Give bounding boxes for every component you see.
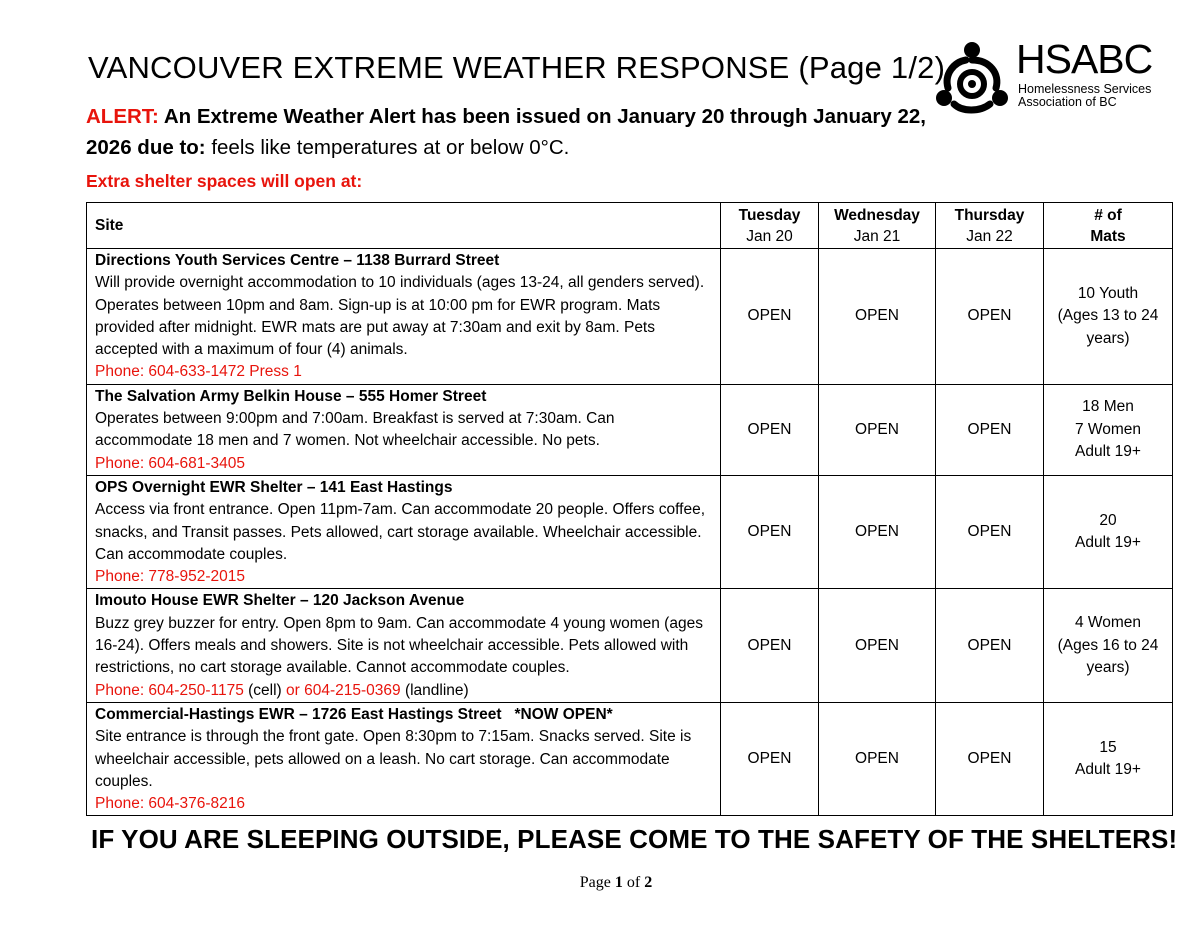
- site-phone: Phone: 604-376-8216: [95, 795, 245, 813]
- mats-cell: [1044, 589, 1173, 702]
- mats-line: Adult 19+: [1075, 761, 1141, 779]
- col-day-date: Jan 20: [746, 227, 793, 245]
- site-cell: [87, 384, 721, 475]
- phone-cell-number: Phone: 604-250-1175: [95, 681, 244, 699]
- site-phone: Phone: 778-952-2015: [95, 568, 245, 586]
- site-cell: [87, 249, 721, 385]
- logo-subtitle-line1: Homelessness Services: [1018, 82, 1152, 96]
- mats-line: 4 Women: [1074, 614, 1142, 632]
- col-day-name: Tuesday: [738, 206, 801, 224]
- site-phone: Phone: 604-681-3405: [95, 454, 245, 472]
- col-header-thursday: [936, 203, 1044, 249]
- page-current: 1: [614, 874, 623, 891]
- col-header-tuesday: [721, 203, 819, 249]
- status-tuesday: OPEN: [721, 475, 819, 588]
- col-mats-line2: Mats: [1090, 227, 1126, 245]
- page-number: [0, 874, 1200, 892]
- status-wednesday: OPEN: [819, 475, 936, 588]
- mats-line: 15: [1099, 738, 1117, 756]
- site-name: Imouto House EWR Shelter – 120 Jackson Avenue: [95, 592, 465, 610]
- status-wednesday: OPEN: [819, 589, 936, 702]
- status-thursday: OPEN: [936, 475, 1044, 588]
- status-tuesday: OPEN: [721, 384, 819, 475]
- mats-cell: [1044, 702, 1173, 815]
- alert-reason: feels like temperatures at or below 0°C.: [211, 136, 570, 159]
- mats-cell: [1044, 249, 1173, 385]
- table-row: [87, 702, 1173, 815]
- status-thursday: OPEN: [936, 384, 1044, 475]
- col-day-name: Wednesday: [834, 206, 920, 224]
- site-phone: Phone: 604-633-1472 Press 1: [95, 363, 302, 381]
- site-name: The Salvation Army Belkin House – 555 Homer Street: [95, 387, 487, 405]
- mats-line: years): [1086, 658, 1130, 676]
- logo-subtitle-line2: Association of BC: [1018, 95, 1117, 109]
- extra-spaces-note: Extra shelter spaces will open at:: [86, 171, 363, 191]
- mats-line: Adult 19+: [1075, 443, 1141, 461]
- mats-line: 18 Men: [1082, 398, 1134, 416]
- site-cell: [87, 702, 721, 815]
- table-row: [87, 384, 1173, 475]
- status-thursday: OPEN: [936, 702, 1044, 815]
- safety-slogan: IF YOU ARE SLEEPING OUTSIDE, PLEASE COME TO THE SAFETY OF THE SHELTERS!: [91, 824, 1178, 854]
- site-description: Buzz grey buzzer for entry. Open 8pm to 9am. Can accommodate 4 young women (ages 16-24). Offers meals and showers. Site is not wheelchair accessible. Pets allowed with restrictions, no cart storage available. Cannot accommodate couples.: [95, 614, 703, 677]
- alert-text: An Extreme Weather Alert has been issued on January 20 through January 22, 2026 due to:: [86, 105, 926, 159]
- site-description: Operates between 9:00pm and 7:00am. Breakfast is served at 7:30am. Can accommodate 18 men and 7 women. Not wheelchair accessible. No pets.: [95, 410, 615, 450]
- shelter-table: [86, 202, 1173, 816]
- col-day-date: Jan 22: [966, 227, 1013, 245]
- site-description: Will provide overnight accommodation to 10 individuals (ages 13-24, all genders served). Operates between 10pm and 8am. Sign-up is at 10:00 pm for EWR program. Mats provided after midnight. EWR mats are put away at 7:30am and exit by 8am. Pets accepted with a maximum of four (4) animals.: [95, 274, 705, 359]
- mats-line: 20: [1099, 511, 1117, 529]
- mats-line: (Ages 16 to 24: [1057, 636, 1159, 654]
- table-row: [87, 249, 1173, 385]
- mats-cell: [1044, 384, 1173, 475]
- hsabc-logo: [934, 36, 1174, 120]
- page-word: Page: [579, 874, 611, 891]
- status-wednesday: OPEN: [819, 702, 936, 815]
- site-description: Site entrance is through the front gate. Open 8:30pm to 7:15am. Snacks served. Site is wheelchair accessible, pets allowed on a leash. No cart storage. Can accommodate couples.: [95, 728, 692, 790]
- table-header-row: [87, 203, 1173, 249]
- col-day-name: Thursday: [954, 206, 1025, 224]
- col-header-wednesday: [819, 203, 936, 249]
- alert-banner: [86, 101, 926, 163]
- page-total: 2: [644, 874, 653, 891]
- mats-line: (Ages 13 to 24: [1057, 307, 1159, 325]
- status-tuesday: OPEN: [721, 249, 819, 385]
- site-cell: [87, 475, 721, 588]
- mats-line: 10 Youth: [1077, 284, 1139, 302]
- status-thursday: OPEN: [936, 589, 1044, 702]
- status-tuesday: OPEN: [721, 702, 819, 815]
- col-day-date: Jan 21: [853, 227, 901, 245]
- mats-line: 7 Women: [1074, 420, 1142, 438]
- site-phone: [95, 682, 469, 699]
- mats-cell: [1044, 475, 1173, 588]
- status-thursday: OPEN: [936, 249, 1044, 385]
- site-name: Commercial-Hastings EWR – 1726 East Hastings Street *NOW OPEN*: [95, 705, 613, 723]
- status-wednesday: OPEN: [819, 384, 936, 475]
- phone-landline-label: (landline): [400, 681, 469, 699]
- site-cell: [87, 589, 721, 702]
- status-tuesday: OPEN: [721, 589, 819, 702]
- col-header-site: Site: [87, 203, 721, 249]
- alert-label: ALERT:: [86, 105, 159, 128]
- site-name: OPS Overnight EWR Shelter – 141 East Hastings: [95, 478, 453, 496]
- table-row: [87, 589, 1173, 702]
- logo-subtitle: [1018, 83, 1151, 109]
- site-description: Access via front entrance. Open 11pm-7am. Can accommodate 20 people. Offers coffee, snacks, and Transit passes. Pets allowed, cart storage available. Wheelchair accessible. Can accommodate couples.: [95, 501, 705, 563]
- logo-name: HSABC: [1016, 36, 1153, 82]
- mats-line: years): [1086, 329, 1130, 347]
- page-of: of: [626, 874, 641, 891]
- status-wednesday: OPEN: [819, 249, 936, 385]
- page-title: VANCOUVER EXTREME WEATHER RESPONSE (Page 1/2): [88, 50, 946, 85]
- site-name: Directions Youth Services Centre – 1138 Burrard Street: [95, 252, 500, 269]
- mats-line: Adult 19+: [1075, 534, 1141, 552]
- col-header-mats: [1044, 203, 1173, 249]
- phone-landline-number: or 604-215-0369: [286, 681, 401, 699]
- col-mats-line1: # of: [1094, 206, 1122, 224]
- table-row: [87, 475, 1173, 588]
- hsabc-emblem-icon: [934, 40, 1010, 116]
- phone-cell-label: (cell): [243, 681, 287, 699]
